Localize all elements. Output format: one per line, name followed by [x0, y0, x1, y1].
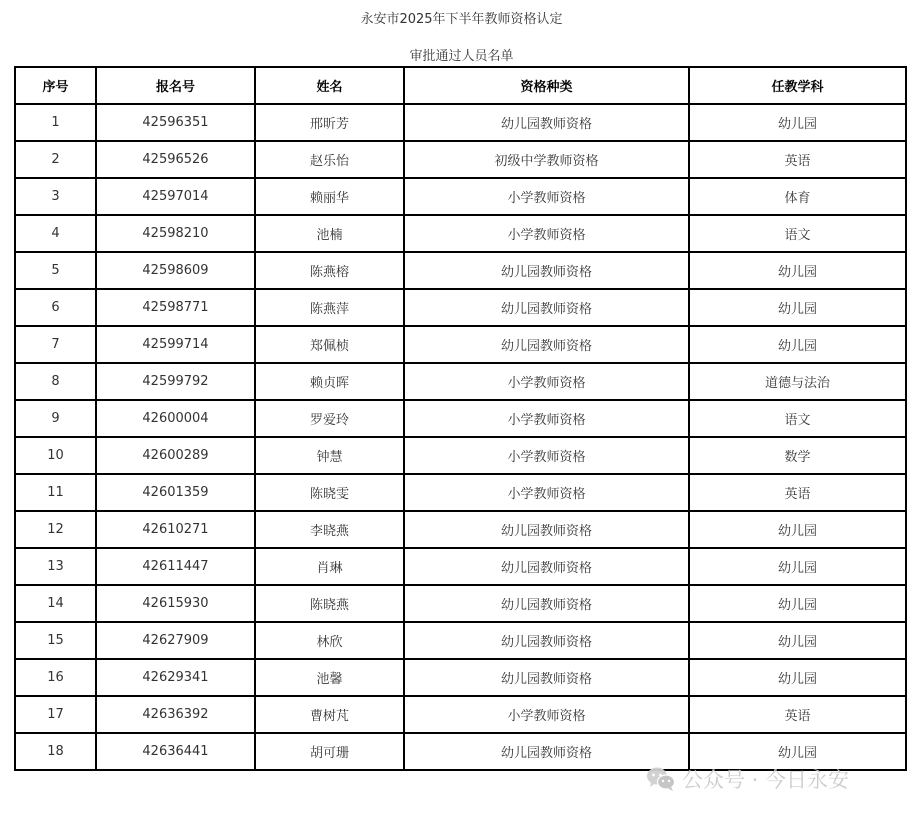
cell-index: 3: [15, 178, 96, 215]
cell-registration-no: 42601359: [96, 474, 255, 511]
cell-qualification: 小学教师资格: [404, 474, 689, 511]
column-header-qualification: 资格种类: [404, 67, 689, 104]
cell-registration-no: 42629341: [96, 659, 255, 696]
cell-qualification: 幼儿园教师资格: [404, 659, 689, 696]
cell-subject: 英语: [689, 474, 906, 511]
table-row: [15, 511, 906, 548]
cell-registration-no: 42615930: [96, 585, 255, 622]
cell-registration-no: 42636392: [96, 696, 255, 733]
cell-qualification: 幼儿园教师资格: [404, 104, 689, 141]
table-row: [15, 363, 906, 400]
cell-subject: 幼儿园: [689, 622, 906, 659]
cell-subject: 道德与法治: [689, 363, 906, 400]
cell-index: 10: [15, 437, 96, 474]
approved-roster-table: [14, 66, 907, 771]
table-row: [15, 696, 906, 733]
cell-registration-no: 42598609: [96, 252, 255, 289]
cell-registration-no: 42611447: [96, 548, 255, 585]
cell-index: 14: [15, 585, 96, 622]
table-body: [15, 104, 906, 770]
cell-subject: 幼儿园: [689, 548, 906, 585]
cell-subject: 幼儿园: [689, 511, 906, 548]
cell-qualification: 幼儿园教师资格: [404, 326, 689, 363]
cell-subject: 语文: [689, 400, 906, 437]
cell-index: 12: [15, 511, 96, 548]
cell-name: 陈燕萍: [255, 289, 404, 326]
cell-subject: 数学: [689, 437, 906, 474]
cell-index: 8: [15, 363, 96, 400]
table-row: [15, 289, 906, 326]
cell-subject: 幼儿园: [689, 733, 906, 770]
cell-name: 赵乐怡: [255, 141, 404, 178]
cell-index: 16: [15, 659, 96, 696]
cell-subject: 幼儿园: [689, 289, 906, 326]
table-row: [15, 622, 906, 659]
cell-subject: 体育: [689, 178, 906, 215]
cell-name: 胡可珊: [255, 733, 404, 770]
cell-name: 赖丽华: [255, 178, 404, 215]
cell-name: 邢昕芳: [255, 104, 404, 141]
watermark-text: 公众号 · 今日永安: [682, 768, 850, 792]
table-row: [15, 400, 906, 437]
cell-qualification: 小学教师资格: [404, 363, 689, 400]
cell-index: 11: [15, 474, 96, 511]
wechat-icon: [646, 766, 676, 792]
cell-name: 池楠: [255, 215, 404, 252]
table-row: [15, 252, 906, 289]
cell-name: 林欣: [255, 622, 404, 659]
cell-registration-no: 42636441: [96, 733, 255, 770]
cell-index: 17: [15, 696, 96, 733]
cell-registration-no: 42627909: [96, 622, 255, 659]
cell-name: 赖贞晖: [255, 363, 404, 400]
cell-qualification: 小学教师资格: [404, 400, 689, 437]
cell-subject: 幼儿园: [689, 585, 906, 622]
table-row: [15, 659, 906, 696]
cell-index: 9: [15, 400, 96, 437]
cell-qualification: 幼儿园教师资格: [404, 511, 689, 548]
column-header-subject: 任教学科: [689, 67, 906, 104]
table-row: [15, 141, 906, 178]
cell-qualification: 幼儿园教师资格: [404, 622, 689, 659]
cell-registration-no: 42600289: [96, 437, 255, 474]
cell-qualification: 初级中学教师资格: [404, 141, 689, 178]
column-header-index: 序号: [15, 67, 96, 104]
cell-name: 罗爱玲: [255, 400, 404, 437]
cell-name: 池馨: [255, 659, 404, 696]
cell-qualification: 幼儿园教师资格: [404, 585, 689, 622]
page-title: 永安市2025年下半年教师资格认定: [360, 12, 563, 27]
cell-registration-no: 42599792: [96, 363, 255, 400]
cell-index: 5: [15, 252, 96, 289]
cell-index: 2: [15, 141, 96, 178]
cell-qualification: 幼儿园教师资格: [404, 252, 689, 289]
page-subtitle: 审批通过人员名单: [409, 49, 514, 64]
cell-name: 陈晓雯: [255, 474, 404, 511]
cell-registration-no: 42596351: [96, 104, 255, 141]
cell-name: 肖琳: [255, 548, 404, 585]
cell-qualification: 小学教师资格: [404, 696, 689, 733]
table-row: [15, 215, 906, 252]
cell-qualification: 小学教师资格: [404, 437, 689, 474]
cell-index: 6: [15, 289, 96, 326]
table-row: [15, 548, 906, 585]
cell-subject: 幼儿园: [689, 252, 906, 289]
cell-subject: 幼儿园: [689, 104, 906, 141]
cell-qualification: 幼儿园教师资格: [404, 548, 689, 585]
cell-index: 13: [15, 548, 96, 585]
column-header-name: 姓名: [255, 67, 404, 104]
cell-subject: 英语: [689, 696, 906, 733]
cell-subject: 英语: [689, 141, 906, 178]
cell-index: 18: [15, 733, 96, 770]
cell-subject: 幼儿园: [689, 326, 906, 363]
table-row: [15, 474, 906, 511]
column-header-registration-no: 报名号: [96, 67, 255, 104]
cell-registration-no: 42598771: [96, 289, 255, 326]
cell-index: 4: [15, 215, 96, 252]
cell-name: 李晓燕: [255, 511, 404, 548]
cell-registration-no: 42597014: [96, 178, 255, 215]
cell-registration-no: 42599714: [96, 326, 255, 363]
cell-name: 郑佩桢: [255, 326, 404, 363]
table-row: [15, 178, 906, 215]
cell-name: 陈晓燕: [255, 585, 404, 622]
cell-index: 1: [15, 104, 96, 141]
table-row: [15, 585, 906, 622]
cell-registration-no: 42600004: [96, 400, 255, 437]
cell-registration-no: 42598210: [96, 215, 255, 252]
table-row: [15, 326, 906, 363]
cell-index: 15: [15, 622, 96, 659]
table-header-row: [15, 67, 906, 104]
cell-qualification: 小学教师资格: [404, 178, 689, 215]
wechat-watermark: [646, 762, 849, 796]
cell-index: 7: [15, 326, 96, 363]
cell-qualification: 幼儿园教师资格: [404, 733, 689, 770]
cell-subject: 语文: [689, 215, 906, 252]
cell-subject: 幼儿园: [689, 659, 906, 696]
cell-name: 曹树芃: [255, 696, 404, 733]
cell-registration-no: 42610271: [96, 511, 255, 548]
cell-qualification: 小学教师资格: [404, 215, 689, 252]
cell-name: 陈燕榕: [255, 252, 404, 289]
table-row: [15, 437, 906, 474]
cell-qualification: 幼儿园教师资格: [404, 289, 689, 326]
cell-registration-no: 42596526: [96, 141, 255, 178]
cell-name: 钟慧: [255, 437, 404, 474]
table-row: [15, 104, 906, 141]
